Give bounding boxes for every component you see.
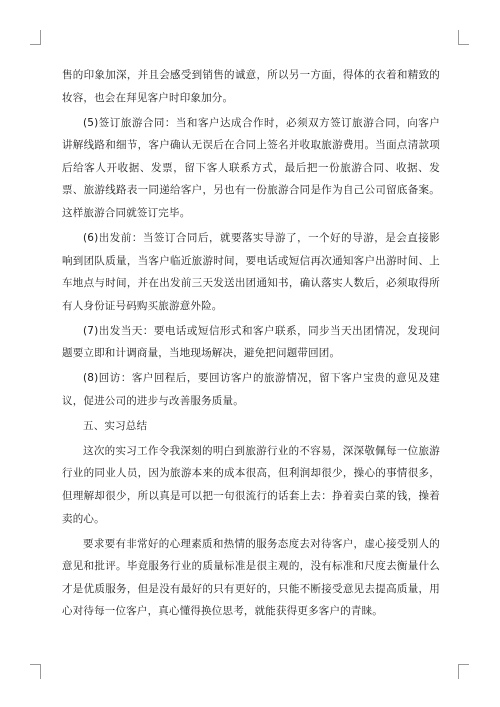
paragraph-follow-up: (8)回访：客户回程后，要回访客户的旅游情况，留下客户宝贵的意见及建议，促进公司的进步与改善服务质量。	[62, 372, 440, 407]
document-body	[62, 64, 440, 623]
paragraph-summary-1: 这次的实习工作令我深刻的明白到旅游行业的不容易，深深敬佩每一位旅游行业的同业人员，因为旅游本来的成本很高，但利润却很少，操心的事情很多，但理解却很少，所以真是可以把一句很流行的话套上去：挣着卖白菜的钱，操着卖的心。	[62, 444, 440, 525]
paragraph-departure-day: (7)出发当天：要电话或短信形式和客户联系，同步当天出团情况，发现问题要立即和计调商量，当地现场解决，避免把问题带回团。	[62, 324, 440, 360]
crop-mark-top-right	[458, 30, 469, 45]
crop-mark-bottom-right	[458, 664, 469, 679]
crop-mark-top-left	[30, 30, 41, 45]
paragraph-summary-2: 要求要有非常好的心理素质和热情的服务态度去对待客户，虚心接受别人的意见和批评。毕竟服务行业的质量标准是很主观的，没有标准和尺度去衡量什么才是优质服务，但是没有最好的只有更好的，只能不断接受意见去提高质量，用心对待每一位客户，真心懂得换位思考，就能获得更多客户的青睐。	[62, 537, 440, 618]
paragraph-sign-contract: (5)签订旅游合同：当和客户达成合作时，必须双方签订旅游合同，向客户讲解线路和细节，客户确认无误后在合同上签名并收取旅游费用。当面点清款项后给客人开收据、发票，留下客人联系方式，最后把一份旅游合同、收据、发票、旅游线路表一同递给客户，另也有一份旅游合同是作为自己公司留底备案。这样旅游合同就签订完毕。	[62, 116, 440, 219]
crop-mark-bottom-left	[30, 664, 41, 679]
paragraph-before-departure: (6)出发前：当签订合同后，就要落实导游了，一个好的导游，是会直接影响到团队质量，当客户临近旅游时间，要电话或短信再次通知客户出游时间、上车地点与时间，并在出发前三天发送出团通知书，确认落实人数后，必须取得所有人身份证号码购买旅游意外险。	[62, 231, 440, 312]
paragraph-continuation: 售的印象加深，并且会感受到销售的诚意，所以另一方面，得体的衣着和精致的妆容，也会在拜见客户时印象加分。	[62, 69, 440, 104]
section-heading-summary: 五、实习总结	[83, 419, 148, 432]
